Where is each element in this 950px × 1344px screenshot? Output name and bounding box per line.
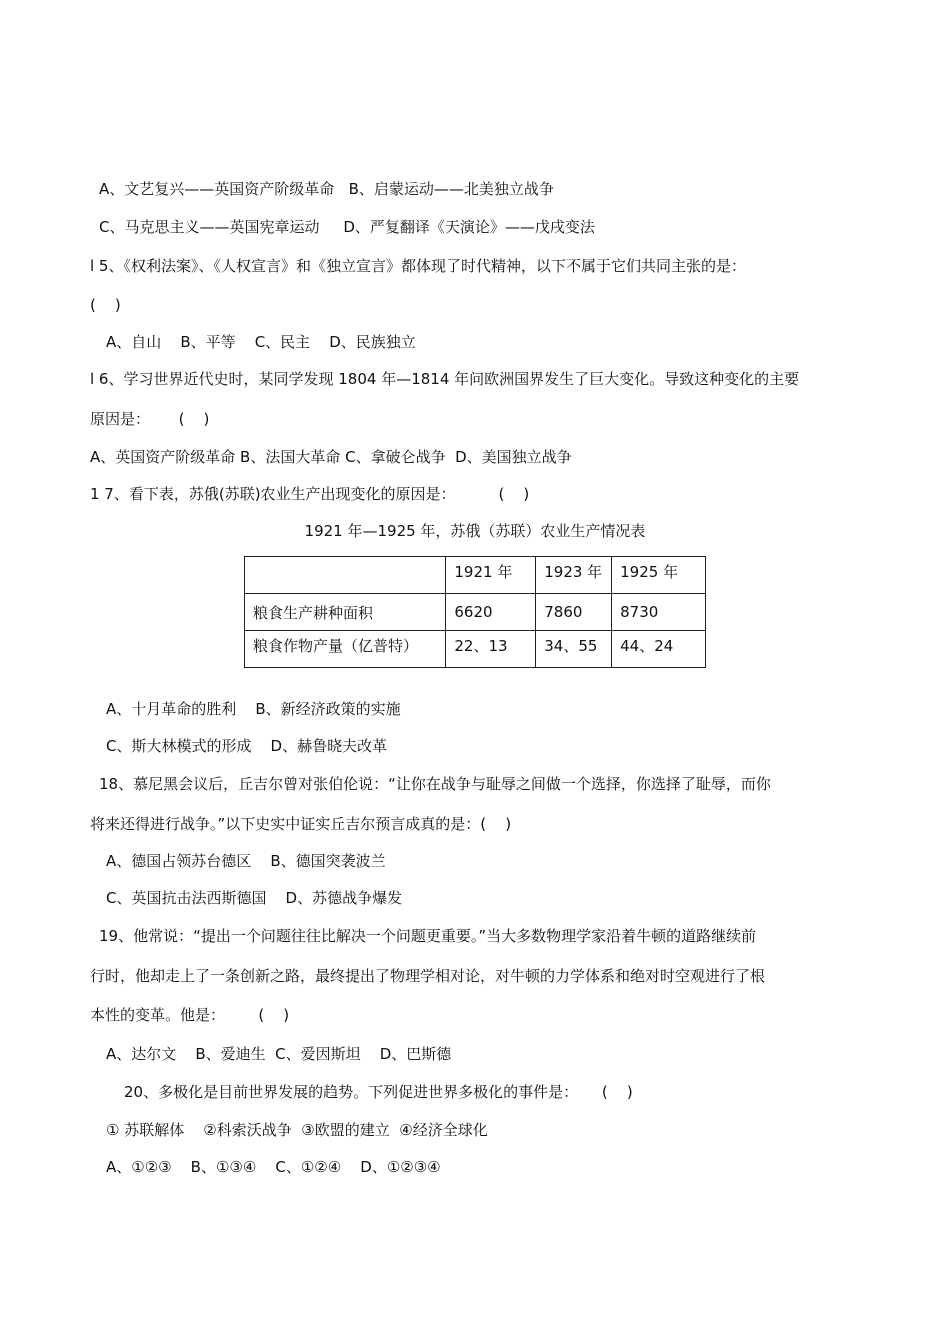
agriculture-table [244,556,706,668]
table-cell: 粮食生产耕种面积 [245,594,446,631]
table-cell: 6620 [446,594,536,631]
table-cell: 8730 [612,594,706,631]
q18-options-cd: C、英国抗击法西斯德国 D、苏德战争爆发 [106,889,403,907]
q15-options: A、自山 B、平等 C、民主 D、民族独立 [106,333,416,351]
q19-options: A、达尔文 B、爱迪生 C、爱因斯坦 D、巴斯德 [106,1045,452,1063]
table-header-cell: 1923 年 [536,557,612,594]
q18-options-ab: A、德国占领苏台德区 B、德国突袭波兰 [106,852,386,870]
q18-question: 18、慕尼黑会议后，丘吉尔曾对张伯伦说：“让你在战争与耻辱之间做一个选择，你选择了耻辱，而你 [99,775,771,793]
table-cell: 34、55 [536,631,612,668]
q16-question: l 6、学习世界近代史时，某同学发现 1804 年—1814 年问欧洲国界发生了巨大变化。导致这种变化的主要 [90,370,800,388]
q20-question: 20、多极化是目前世界发展的趋势。下列促进世界多极化的事件是： ( ) [124,1083,633,1101]
table-cell: 7860 [536,594,612,631]
q15-answer-bracket: ( ) [90,296,121,314]
q20-events: ① 苏联解体 ②科索沃战争 ③欧盟的建立 ④经济全球化 [106,1121,488,1139]
table-cell: 22、13 [446,631,536,668]
q17-options-ab: A、十月革命的胜利 B、新经济政策的实施 [106,700,401,718]
table-cell: 粮食作物产量（亿普特） [245,631,446,668]
q14-options-cd: C、马克思主义——英国宪章运动 D、严复翻译《天演论》——戊戌变法 [99,218,595,236]
q17-options-cd: C、斯大林模式的形成 D、赫鲁晓夫改革 [106,737,388,755]
q15-question: l 5、《权利法案》、《人权宣言》和《独立宣言》都体现了时代精神，以下不属于它们共同主张的是： [90,257,746,275]
q14-options-ab: A、文艺复兴——英国资产阶级革命 B、启蒙运动——北美独立战争 [99,180,554,198]
q19-question-cont2: 本性的变革。他是： ( ) [90,1006,290,1024]
q19-question-cont: 行时，他却走上了一条创新之路，最终提出了物理学相对论，对牛顿的力学体系和绝对时空观进行了根 [90,967,766,985]
table-header-cell: 1921 年 [446,557,536,594]
table-cell: 44、24 [612,631,706,668]
q20-options: A、①②③ B、①③④ C、①②④ D、①②③④ [106,1158,441,1176]
table-header-row [245,557,706,594]
table-header-cell: 1925 年 [612,557,706,594]
q18-question-cont: 将来还得进行战争。”以下史实中证实丘吉尔预言成真的是：( ) [90,815,512,833]
q17-question: 1 7、看下表，苏俄(苏联)农业生产出现变化的原因是： ( ) [90,485,530,503]
q19-question: 19、他常说：“提出一个问题往往比解决一个问题更重要。”当大多数物理学家沿着牛顿的道路继续前 [99,927,757,945]
q16-options: A、英国资产阶级革命 B、法国大革命 C、拿破仑战争 D、美国独立战争 [90,448,572,466]
table-header-cell [245,557,446,594]
q16-question-cont: 原因是： ( ) [90,410,210,428]
table-row [245,594,706,631]
table-row [245,631,706,668]
table-title: 1921 年—1925 年，苏俄（苏联）农业生产情况表 [304,522,646,540]
